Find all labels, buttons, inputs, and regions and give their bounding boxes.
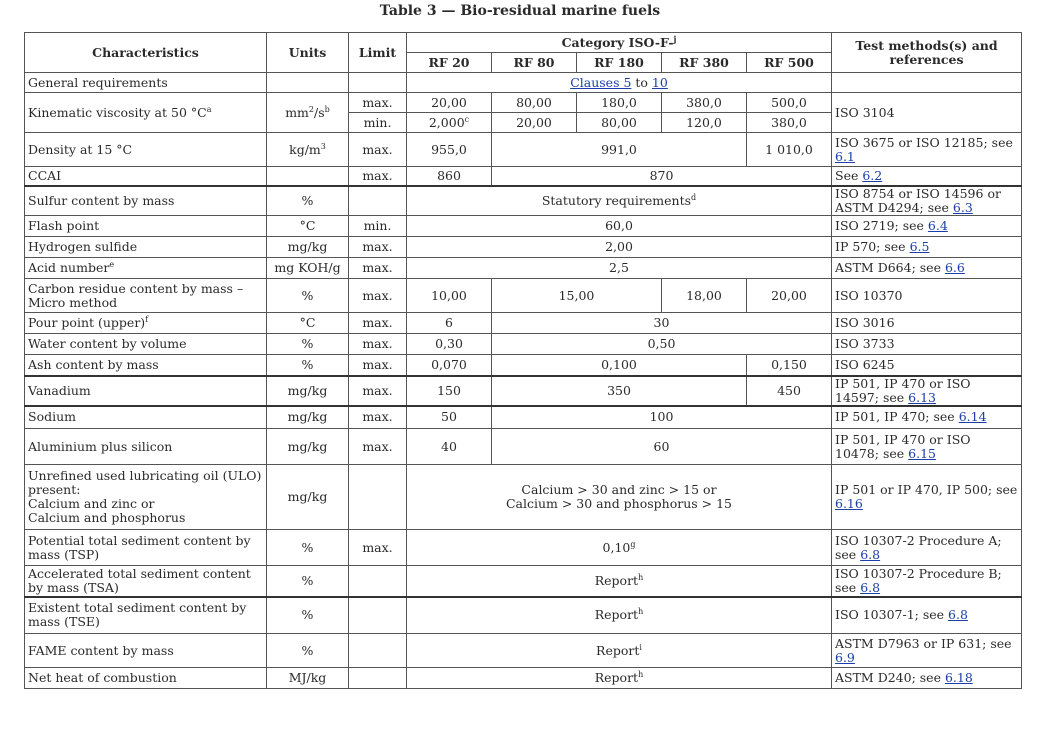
table-title: Table 3 — Bio-residual marine fuels — [379, 3, 661, 19]
row-sodium: Sodium mg/kg max. 50 100 IP 501, IP 470; see 6.14 — [25, 406, 1022, 429]
ref-link-6-18[interactable]: 6.18 — [944, 670, 973, 685]
ref-link-6-1[interactable]: 6.1 — [835, 148, 855, 164]
grade-rf500: RF 500 — [747, 53, 832, 73]
row-acid-number: Acid number$^e$ mg KOH/g max. 2,5 ASTM D664; see 6.6 — [25, 258, 1022, 279]
header-characteristics: Characteristics — [25, 33, 267, 73]
grade-rf20: RF 20 — [407, 53, 492, 73]
header-test-methods: Test methods(s) and references — [832, 33, 1022, 73]
ref-link-6-2[interactable]: 6.2 — [862, 167, 883, 183]
header-units: Units — [267, 33, 349, 73]
header-row-1 — [25, 33, 1022, 53]
row-tsp: Potential total sediment content by mass (TSP) % max. 0,10$^g$ ISO 10307-2 Procedure A; see 6.8 — [25, 530, 1022, 566]
grade-rf80: RF 80 — [492, 53, 577, 73]
row-carbon-residue: Carbon residue content by mass – Micro method % max. 10,00 15,00 18,00 20,00 ISO 10370 — [25, 279, 1022, 313]
ref-link-6-5[interactable]: 6.5 — [909, 239, 930, 254]
ref-link-6-4[interactable]: 6.4 — [927, 218, 948, 233]
header-limit: Limit — [349, 33, 407, 73]
row-ulo: Unrefined used lubricating oil (ULO) present: Calcium and zinc or Calcium and phosphorus mg/kg Calcium > 30 and zinc > 15 or Calcium > 30 and phosphorus > 15 IP 501 or IP 470, IP 500; see 6.16 — [25, 465, 1022, 530]
row-general: General requirements Clauses 5 to 10 — [25, 73, 1022, 93]
row-water-content: Water content by volume % max. 0,30 0,50 ISO 3733 — [25, 334, 1022, 355]
row-fame: FAME content by mass % Report$^i$ ASTM D7963 or IP 631; see 6.9 — [25, 634, 1022, 668]
clauses-link-5[interactable]: Clauses 5 — [570, 74, 632, 90]
grade-rf180: RF 180 — [577, 53, 662, 73]
row-density: Density at 15 °C $kg/m^3$ max. 955,0 991,0 1 010,0 ISO 3675 or ISO 12185; see 6.1 — [25, 133, 1022, 167]
row-tse: Existent total sediment content by mass (TSE) % Report$^h$ ISO 10307-1; see 6.8 — [25, 597, 1022, 634]
grade-rf380: RF 380 — [662, 53, 747, 73]
row-vanadium: Vanadium mg/kg max. 150 350 450 IP 501, IP 470 or ISO 14597; see 6.13 — [25, 376, 1022, 406]
row-net-heat: Net heat of combustion MJ/kg Report$^h$ ASTM D240; see 6.18 — [25, 668, 1022, 689]
ref-link-6-8-a[interactable]: 6.8 — [860, 546, 881, 562]
header-category: Category ISO-F-$^j$ — [407, 33, 832, 53]
ref-link-6-9[interactable]: 6.9 — [835, 649, 855, 665]
ref-link-6-6[interactable]: 6.6 — [944, 260, 965, 275]
row-hydrogen-sulfide: Hydrogen sulfide mg/kg max. 2,00 IP 570; see 6.5 — [25, 237, 1022, 258]
row-flash-point: Flash point °C min. 60,0 ISO 2719; see 6.4 — [25, 216, 1022, 237]
ref-link-6-8-b[interactable]: 6.8 — [860, 579, 881, 595]
ref-link-6-3[interactable]: 6.3 — [952, 199, 973, 215]
row-pour-point: Pour point (upper)$^f$ °C max. 6 30 ISO 3016 — [25, 313, 1022, 334]
row-ccai: CCAI max. 860 870 See 6.2 — [25, 167, 1022, 186]
row-ash-content: Ash content by mass % max. 0,070 0,100 0,150 ISO 6245 — [25, 355, 1022, 376]
ref-link-6-15[interactable]: 6.15 — [908, 445, 936, 461]
ref-link-6-14[interactable]: 6.14 — [958, 409, 987, 425]
clauses-link-10[interactable]: 10 — [651, 74, 668, 90]
row-aluminium-silicon: Aluminium plus silicon mg/kg max. 40 60 IP 501, IP 470 or ISO 10478; see 6.15 — [25, 429, 1022, 465]
row-sulfur: Sulfur content by mass % Statutory requirements$^d$ ISO 8754 or ISO 14596 or ASTM D4294; see 6.3 — [25, 186, 1022, 216]
row-tsa: Accelerated total sediment content by mass (TSA) % Report$^h$ ISO 10307-2 Procedure B; see 6.8 — [25, 566, 1022, 597]
bio-residual-fuels-table — [24, 32, 1022, 689]
row-viscosity-max: Kinematic viscosity at 50 $^\circ C^a$ $mm^2/s^b$ max. 20,00 80,00 180,0 380,0 500,0 ISO 3104 — [25, 93, 1022, 113]
ref-link-6-13[interactable]: 6.13 — [908, 389, 936, 405]
row-viscosity-min: min. 2,000$^c$ 20,00 80,00 120,0 380,0 — [25, 113, 1022, 133]
ref-link-6-8-c[interactable]: 6.8 — [948, 607, 968, 623]
ref-link-6-16[interactable]: 6.16 — [835, 496, 863, 511]
